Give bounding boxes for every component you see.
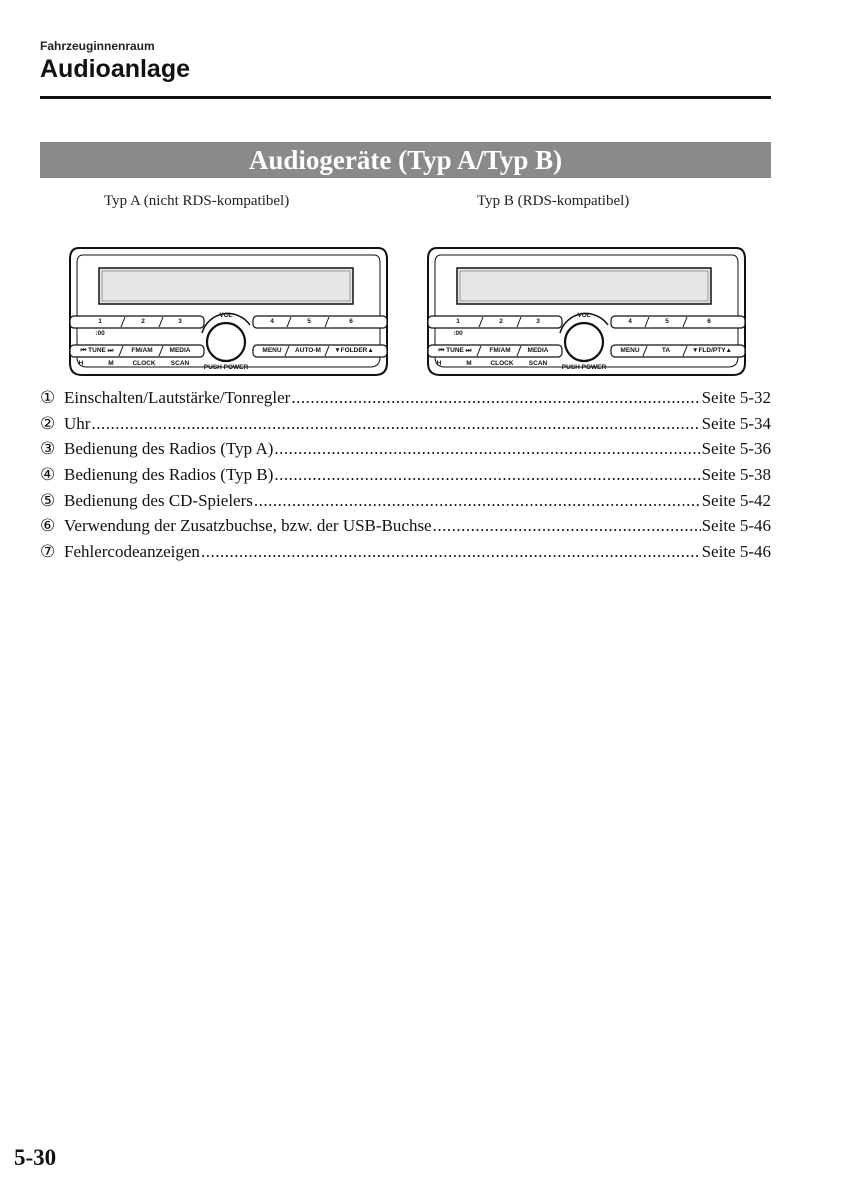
push-power-label: PUSH POWER	[203, 364, 249, 371]
section-title: Audiogeräte (Typ A/Typ B)	[248, 144, 563, 175]
sub-clock-label: CLOCK	[132, 360, 156, 367]
sub-scan-label: SCAN	[170, 360, 190, 367]
sub-m-label: M	[466, 360, 472, 367]
item-page-ref: Seite 5-34	[701, 413, 771, 433]
preset-3-label[interactable]: 3	[536, 318, 540, 325]
fmam-button-label[interactable]: FM/AM	[131, 347, 153, 354]
leader-dots	[201, 539, 701, 565]
item-title: Bedienung des CD-Spielers	[64, 490, 253, 510]
preset-6-label[interactable]: 6	[349, 318, 353, 325]
menu-button-label[interactable]: MENU	[620, 347, 640, 354]
preset-5-label[interactable]: 5	[665, 318, 669, 325]
list-item[interactable]	[40, 462, 771, 488]
vol-label: VOL	[219, 312, 233, 319]
preset-2-label[interactable]: 2	[141, 318, 145, 325]
page-number: 5-30	[14, 1145, 57, 1170]
fmam-button-label[interactable]: FM/AM	[489, 347, 511, 354]
preset-bar-left	[428, 316, 562, 328]
list-item[interactable]	[40, 539, 771, 565]
preset-bar-left	[70, 316, 204, 328]
item-number: ①	[40, 388, 56, 407]
item-page-ref: Seite 5-32	[701, 388, 771, 407]
preset-1-sublabel: :00	[95, 330, 105, 337]
volume-knob	[207, 323, 245, 361]
fld-pty-button-label[interactable]: ▼FLD/PTY▲	[692, 347, 732, 354]
display-screen	[457, 268, 711, 304]
item-page-ref: Seite 5-46	[701, 516, 771, 536]
section-label: Fahrzeuginnenraum	[40, 39, 155, 53]
sub-h-label: H	[78, 360, 84, 367]
sub-clock-label: CLOCK	[490, 360, 514, 367]
item-page-ref: Seite 5-38	[701, 465, 771, 485]
list-item[interactable]	[40, 436, 771, 462]
caption-type-b: Typ B (RDS-kompatibel)	[477, 193, 630, 209]
item-number: ③	[40, 439, 56, 459]
chapter-title: Audioanlage	[40, 55, 191, 83]
menu-button-label[interactable]: MENU	[262, 347, 282, 354]
radio-unit-type-b	[425, 245, 748, 378]
item-number: ②	[40, 413, 56, 433]
preset-1-label[interactable]: 1	[98, 318, 102, 325]
folder-button-label[interactable]: ▼FOLDER▲	[334, 347, 374, 354]
item-page-ref: Seite 5-46	[701, 542, 771, 562]
leader-dots	[274, 436, 700, 462]
item-title: Einschalten/Lautstärke/Tonregler	[64, 388, 291, 407]
tune-button-label[interactable]: ⏮ TUNE ⏭	[80, 347, 114, 354]
radio-unit-type-a	[67, 245, 390, 378]
volume-knob	[565, 323, 603, 361]
item-title: Fehlercodeanzeigen	[64, 542, 200, 562]
ta-button-label[interactable]: TA	[661, 347, 671, 354]
list-item[interactable]	[40, 488, 771, 514]
preset-1-label[interactable]: 1	[456, 318, 460, 325]
preset-4-label[interactable]: 4	[270, 318, 274, 325]
sub-m-label: M	[108, 360, 114, 367]
header-rule	[40, 96, 771, 99]
item-number: ⑥	[40, 516, 56, 536]
item-number: ④	[40, 465, 56, 485]
display-screen	[99, 268, 353, 304]
preset-6-label[interactable]: 6	[707, 318, 711, 325]
section-title-bar	[40, 142, 771, 178]
leader-dots	[254, 488, 701, 514]
preset-3-label[interactable]: 3	[178, 318, 182, 325]
leader-dots	[291, 385, 700, 411]
item-number: ⑤	[40, 490, 56, 510]
preset-1-sublabel: :00	[453, 330, 463, 337]
auto-m-button-label[interactable]: AUTO-M	[295, 347, 321, 354]
item-page-ref: Seite 5-36	[701, 439, 771, 459]
reference-list	[40, 385, 771, 565]
push-power-label: PUSH POWER	[561, 364, 607, 371]
item-title: Uhr	[64, 413, 91, 433]
item-page-ref: Seite 5-42	[701, 490, 771, 510]
list-item[interactable]	[40, 385, 771, 411]
preset-4-label[interactable]: 4	[628, 318, 632, 325]
item-title: Verwendung der Zusatzbuchse, bzw. der USB-Buchse	[64, 516, 432, 536]
list-item[interactable]	[40, 411, 771, 437]
item-number: ⑦	[40, 542, 56, 562]
leader-dots	[91, 411, 700, 437]
item-title: Bedienung des Radios (Typ A)	[64, 439, 274, 459]
preset-5-label[interactable]: 5	[307, 318, 311, 325]
media-button-label[interactable]: MEDIA	[527, 347, 549, 354]
sub-h-label: H	[436, 360, 442, 367]
leader-dots	[433, 513, 701, 539]
tune-button-label[interactable]: ⏮ TUNE ⏭	[438, 347, 472, 354]
list-item[interactable]	[40, 513, 771, 539]
item-title: Bedienung des Radios (Typ B)	[64, 465, 274, 485]
preset-2-label[interactable]: 2	[499, 318, 503, 325]
media-button-label[interactable]: MEDIA	[169, 347, 191, 354]
leader-dots	[274, 462, 700, 488]
vol-label: VOL	[577, 312, 591, 319]
sub-scan-label: SCAN	[528, 360, 548, 367]
caption-type-a: Typ A (nicht RDS-kompatibel)	[104, 193, 290, 209]
